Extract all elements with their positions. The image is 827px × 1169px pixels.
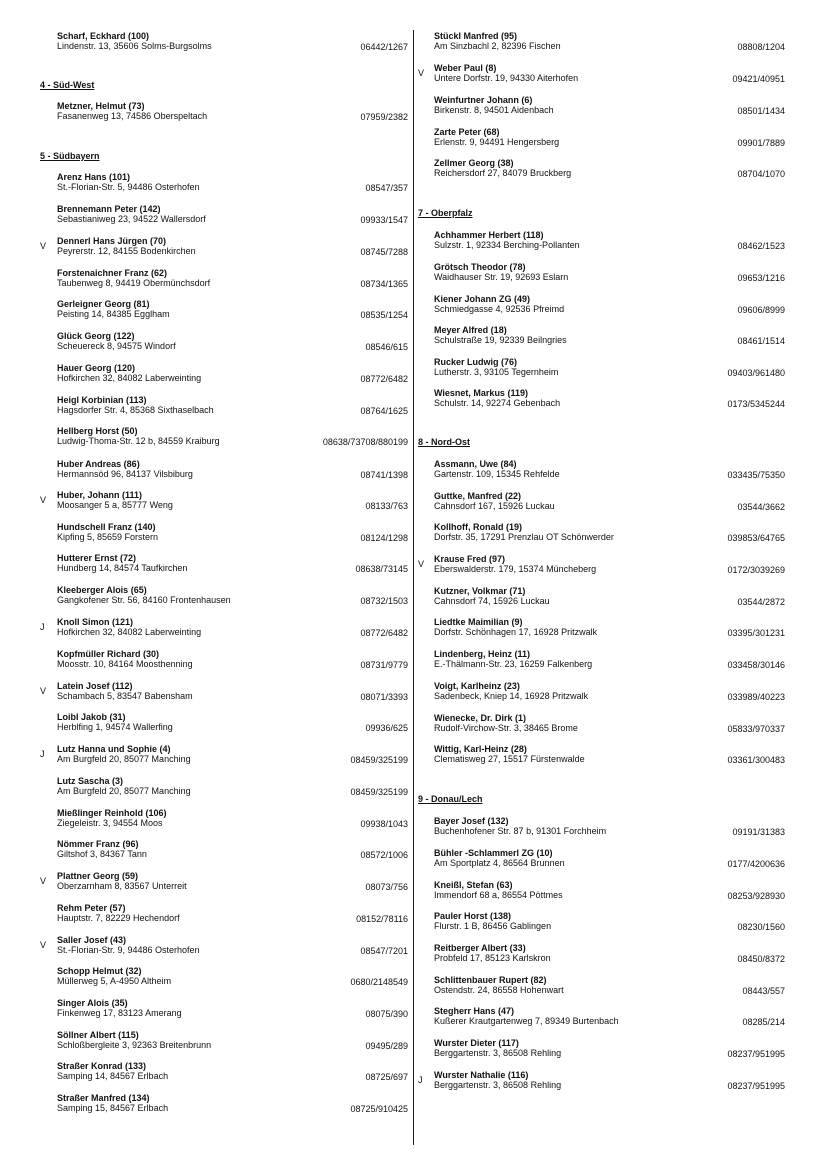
entry-name: Wienecke, Dr. Dirk (1) xyxy=(434,713,526,723)
entry-status-mark: V xyxy=(40,495,47,505)
entry-name: Voigt, Karlheinz (23) xyxy=(434,681,520,691)
entry-name: Hundschell Franz (140) xyxy=(57,522,156,532)
directory-entry xyxy=(57,871,187,891)
entry-address: Berggartenstr. 3, 86508 Rehling xyxy=(434,1048,562,1058)
entry-phone: 07959/2382 xyxy=(360,112,408,122)
entry-name: Forstenaichner Franz (62) xyxy=(57,268,168,278)
entry-name: Liedtke Maimilian (9) xyxy=(434,617,523,627)
entry-address: Kußerer Krautgartenweg 7, 89349 Burtenbach xyxy=(434,1016,619,1026)
entry-address: Untere Dorfstr. 19, 94330 Aiterhofen xyxy=(434,73,579,83)
entry-phone: 08808/1204 xyxy=(737,42,785,52)
entry-phone: 09606/8999 xyxy=(737,305,785,315)
entry-address: Sadenbeck, Kniep 14, 16928 Pritzwalk xyxy=(434,691,589,701)
entry-address: Cahnsdorf 74, 15926 Luckau xyxy=(434,596,550,606)
section-heading: 4 - Süd-West xyxy=(40,80,95,90)
directory-entry xyxy=(57,299,170,319)
entry-name: Schopp Helmut (32) xyxy=(57,966,142,976)
directory-entry xyxy=(57,459,193,479)
entry-name: Grötsch Theodor (78) xyxy=(434,262,526,272)
entry-address: Peyrerstr. 12, 84155 Bodenkirchen xyxy=(57,246,196,256)
entry-status-mark: J xyxy=(40,622,45,632)
entry-address: Schloßbergleite 3, 92363 Breitenbrunn xyxy=(57,1040,212,1050)
entry-phone: 039853/64765 xyxy=(727,533,785,543)
directory-entry xyxy=(57,1030,211,1050)
directory-entry xyxy=(57,426,220,446)
entry-phone: 08075/390 xyxy=(365,1009,408,1019)
directory-entry xyxy=(57,204,206,224)
entry-phone: 09421/40951 xyxy=(732,74,785,84)
entry-name: Gerleigner Georg (81) xyxy=(57,299,150,309)
entry-phone: 08459/325199 xyxy=(350,787,408,797)
entry-status-mark: V xyxy=(40,940,47,950)
entry-address: Eberswalderstr. 179, 15374 Müncheberg xyxy=(434,564,597,574)
directory-entry xyxy=(434,262,568,282)
entry-phone: 08772/6482 xyxy=(360,628,408,638)
entry-address: Taubenweg 8, 94419 Obermünchsdorf xyxy=(57,278,211,288)
entry-phone: 09933/1547 xyxy=(360,215,408,225)
entry-phone: 09191/31383 xyxy=(732,827,785,837)
entry-name: Heigl Korbinian (113) xyxy=(57,395,147,405)
entry-phone: 08443/557 xyxy=(742,986,785,996)
entry-address: Moosstr. 10, 84164 Moosthenning xyxy=(57,659,193,669)
entry-name: Kleeberger Alois (65) xyxy=(57,585,147,595)
entry-status-mark: J xyxy=(418,1075,423,1085)
entry-status-mark: V xyxy=(40,876,47,886)
directory-entry xyxy=(434,744,585,764)
section-heading: 5 - Südbayern xyxy=(40,151,100,161)
entry-phone: 0172/3039269 xyxy=(727,565,785,575)
entry-name: Hellberg Horst (50) xyxy=(57,426,138,436)
entry-name: Huber Andreas (86) xyxy=(57,459,140,469)
directory-entry xyxy=(434,713,578,733)
entry-name: Scharf, Eckhard (100) xyxy=(57,31,150,41)
directory-entry xyxy=(434,617,597,637)
entry-phone: 08725/910425 xyxy=(350,1104,408,1114)
entry-phone: 08731/9779 xyxy=(360,660,408,670)
entry-phone: 03544/3662 xyxy=(737,502,785,512)
entry-phone: 08772/6482 xyxy=(360,374,408,384)
directory-entry xyxy=(57,744,191,764)
directory-entry xyxy=(57,31,212,51)
entry-phone: 08745/7288 xyxy=(360,247,408,257)
entry-address: Clematisweg 27, 15517 Fürstenwalde xyxy=(434,754,585,764)
entry-name: Kollhoff, Ronald (19) xyxy=(434,522,522,532)
entry-name: Kopfmüller Richard (30) xyxy=(57,649,160,659)
directory-entry xyxy=(434,95,554,115)
entry-address: Hagsdorfer Str. 4, 85368 Sixthaselbach xyxy=(57,405,214,415)
directory-entry xyxy=(434,848,565,868)
directory-entry xyxy=(57,553,187,573)
entry-phone: 09901/7889 xyxy=(737,138,785,148)
entry-address: Finkenweg 17, 83123 Amerang xyxy=(57,1008,182,1018)
directory-entry xyxy=(57,808,167,828)
directory-entry xyxy=(434,491,555,511)
entry-address: Waidhauser Str. 19, 92693 Eslarn xyxy=(434,272,569,282)
entry-phone: 05833/970337 xyxy=(727,724,785,734)
entry-address: Cahnsdorf 167, 15926 Luckau xyxy=(434,501,555,511)
entry-address: Buchenhofener Str. 87 b, 91301 Forchheim xyxy=(434,826,607,836)
entry-name: Lindenberg, Heinz (11) xyxy=(434,649,531,659)
entry-phone: 033435/75350 xyxy=(727,470,785,480)
entry-status-mark: V xyxy=(40,686,47,696)
entry-address: Ludwig-Thoma-Str. 12 b, 84559 Kraiburg xyxy=(57,436,220,446)
directory-entry xyxy=(57,935,200,955)
entry-address: Am Sportplatz 4, 86564 Brunnen xyxy=(434,858,565,868)
entry-address: Dorfstr. Schönhagen 17, 16928 Pritzwalk xyxy=(434,627,598,637)
entry-name: Latein Josef (112) xyxy=(57,681,133,691)
entry-phone: 08133/763 xyxy=(365,501,408,511)
directory-entry xyxy=(434,230,580,250)
directory-entry xyxy=(434,294,564,314)
entry-address: Am Burgfeld 20, 85077 Manching xyxy=(57,754,191,764)
entry-name: Pauler Horst (138) xyxy=(434,911,512,921)
directory-entry xyxy=(57,268,210,288)
entry-address: Sulzstr. 1, 92334 Berching-Pollanten xyxy=(434,240,580,250)
entry-phone: 08764/1625 xyxy=(360,406,408,416)
entry-phone: 08124/1298 xyxy=(360,533,408,543)
entry-name: Huber, Johann (111) xyxy=(57,490,143,500)
entry-address: Oberzarnham 8, 83567 Unterreit xyxy=(57,881,187,891)
entry-phone: 03544/2872 xyxy=(737,597,785,607)
entry-name: Mießlinger Reinhold (106) xyxy=(57,808,167,818)
entry-address: Flurstr. 1 B, 86456 Gablingen xyxy=(434,921,552,931)
entry-address: Moosanger 5 a, 85777 Weng xyxy=(57,500,173,510)
entry-name: Hutterer Ernst (72) xyxy=(57,553,137,563)
entry-address: Ostendstr. 24, 86558 Hohenwart xyxy=(434,985,564,995)
entry-name: Kutzner, Volkmar (71) xyxy=(434,586,526,596)
entry-name: Plattner Georg (59) xyxy=(57,871,139,881)
entry-address: Samping 14, 84567 Erlbach xyxy=(57,1071,169,1081)
entry-name: Kiener Johann ZG (49) xyxy=(434,294,531,304)
entry-phone: 08071/3393 xyxy=(360,692,408,702)
directory-entry xyxy=(57,1061,168,1081)
entry-phone: 08237/951995 xyxy=(727,1081,785,1091)
entry-name: Straßer Konrad (133) xyxy=(57,1061,147,1071)
entry-name: Nömmer Franz (96) xyxy=(57,839,139,849)
entry-address: Schmiedgasse 4, 92536 Pfreimd xyxy=(434,304,565,314)
entry-phone: 033989/40223 xyxy=(727,692,785,702)
entry-address: Rudolf-Virchow-Str. 3, 38465 Brome xyxy=(434,723,578,733)
entry-name: Straßer Manfred (134) xyxy=(57,1093,150,1103)
directory-entry xyxy=(57,1093,168,1113)
entry-phone: 08253/928930 xyxy=(727,891,785,901)
entry-address: Müllerweg 5, A-4950 Altheim xyxy=(57,976,172,986)
entry-address: Dorfstr. 35, 17291 Prenzlau OT Schönwerder xyxy=(434,532,614,542)
entry-name: Bayer Josef (132) xyxy=(434,816,509,826)
directory-entry xyxy=(434,681,588,701)
entry-address: Hauptstr. 7, 82229 Hechendorf xyxy=(57,913,180,923)
directory-entry xyxy=(434,586,550,606)
entry-phone: 08734/1365 xyxy=(360,279,408,289)
entry-name: Kneißl, Stefan (63) xyxy=(434,880,513,890)
entry-status-mark: V xyxy=(418,559,425,569)
entry-name: Arenz Hans (101) xyxy=(57,172,131,182)
entry-phone: 06442/1267 xyxy=(360,42,408,52)
directory-entry xyxy=(434,816,606,836)
entry-name: Achhammer Herbert (118) xyxy=(434,230,544,240)
section-heading: 9 - Donau/Lech xyxy=(418,794,483,804)
entry-phone: 08073/756 xyxy=(365,882,408,892)
entry-name: Wittig, Karl-Heinz (28) xyxy=(434,744,527,754)
entry-name: Bühler -Schlammerl ZG (10) xyxy=(434,848,553,858)
entry-phone: 08546/615 xyxy=(365,342,408,352)
entry-name: Rucker Ludwig (76) xyxy=(434,357,518,367)
entry-name: Weber Paul (8) xyxy=(434,63,497,73)
entry-address: Giltshof 3, 84367 Tann xyxy=(57,849,147,859)
directory-entry xyxy=(57,839,147,859)
entry-name: Wurster Dieter (117) xyxy=(434,1038,519,1048)
entry-address: Gangkofener Str. 56, 84160 Frontenhausen xyxy=(57,595,231,605)
directory-entry xyxy=(434,649,592,669)
directory-entry xyxy=(434,522,614,542)
entry-address: St.-Florian-Str. 9, 94486 Osterhofen xyxy=(57,945,200,955)
entry-phone: 08535/1254 xyxy=(360,310,408,320)
directory-entry xyxy=(57,966,171,986)
entry-name: Reitberger Albert (33) xyxy=(434,943,526,953)
entry-address: Hofkirchen 32, 84082 Laberweinting xyxy=(57,627,202,637)
entry-phone: 08459/325199 xyxy=(350,755,408,765)
entry-phone: 03361/300483 xyxy=(727,755,785,765)
entry-address: Gartenstr. 109, 15345 Rehfelde xyxy=(434,469,560,479)
column-divider xyxy=(413,30,414,1145)
entry-name: Rehm Peter (57) xyxy=(57,903,126,913)
entry-phone: 08237/951995 xyxy=(727,1049,785,1059)
directory-entry xyxy=(434,1006,619,1026)
entry-address: Herblfing 1, 94574 Wallerfing xyxy=(57,722,173,732)
directory-entry xyxy=(57,363,201,383)
entry-name: Lutz Sascha (3) xyxy=(57,776,124,786)
entry-name: Söllner Albert (115) xyxy=(57,1030,139,1040)
entry-name: Stückl Manfred (95) xyxy=(434,31,518,41)
entry-address: Samping 15, 84567 Erlbach xyxy=(57,1103,169,1113)
entry-phone: 09936/625 xyxy=(365,723,408,733)
entry-phone: 03395/301231 xyxy=(727,628,785,638)
entry-address: Schulstr. 14, 92274 Gebenbach xyxy=(434,398,561,408)
directory-entry xyxy=(434,1070,561,1090)
directory-entry xyxy=(434,357,558,377)
entry-phone: 08152/78116 xyxy=(356,914,408,924)
entry-phone: 08450/8372 xyxy=(737,954,785,964)
entry-address: Scheuereck 8, 94575 Windorf xyxy=(57,341,176,351)
entry-address: Birkenstr. 8, 94501 Aidenbach xyxy=(434,105,554,115)
entry-name: Meyer Alfred (18) xyxy=(434,325,507,335)
entry-name: Wiesnet, Markus (119) xyxy=(434,388,528,398)
entry-phone: 08725/697 xyxy=(365,1072,408,1082)
directory-entry xyxy=(57,522,158,542)
entry-address: Schambach 5, 83547 Babensham xyxy=(57,691,193,701)
directory-entry xyxy=(57,903,180,923)
entry-phone: 08461/1514 xyxy=(737,336,785,346)
entry-address: Lindenstr. 13, 35606 Solms-Burgsolms xyxy=(57,41,212,51)
entry-address: Hundberg 14, 84574 Taufkirchen xyxy=(57,563,188,573)
directory-entry xyxy=(434,459,560,479)
entry-phone: 0173/5345244 xyxy=(727,399,785,409)
directory-entry xyxy=(57,236,196,256)
entry-name: Saller Josef (43) xyxy=(57,935,127,945)
entry-name: Lutz Hanna und Sophie (4) xyxy=(57,744,171,754)
entry-address: Reichersdorf 27, 84079 Bruckberg xyxy=(434,168,572,178)
entry-name: Krause Fred (97) xyxy=(434,554,506,564)
entry-phone: 09653/1216 xyxy=(737,273,785,283)
directory-entry xyxy=(57,649,193,669)
entry-name: Wurster Nathalie (116) xyxy=(434,1070,529,1080)
entry-phone: 0177/4200636 xyxy=(727,859,785,869)
entry-phone: 0680/2148549 xyxy=(350,977,408,987)
directory-entry xyxy=(434,325,567,345)
directory-entry xyxy=(434,911,551,931)
entry-name: Loibl Jakob (31) xyxy=(57,712,126,722)
entry-phone: 08230/1560 xyxy=(737,922,785,932)
entry-phone: 08501/1434 xyxy=(737,106,785,116)
directory-entry xyxy=(57,776,191,796)
entry-address: Peisting 14, 84385 Egglham xyxy=(57,309,170,319)
directory-entry xyxy=(57,395,214,415)
entry-name: Dennerl Hans Jürgen (70) xyxy=(57,236,167,246)
directory-entry xyxy=(57,585,231,605)
entry-name: Hauer Georg (120) xyxy=(57,363,136,373)
entry-address: Am Sinzbachl 2, 82396 Fischen xyxy=(434,41,561,51)
directory-entry xyxy=(434,158,571,178)
entry-address: Sebastianiweg 23, 94522 Wallersdorf xyxy=(57,214,206,224)
entry-phone: 08572/1006 xyxy=(360,850,408,860)
directory-entry xyxy=(434,554,596,574)
entry-name: Brennemann Peter (142) xyxy=(57,204,161,214)
entry-status-mark: V xyxy=(40,241,47,251)
entry-phone: 08741/1398 xyxy=(360,470,408,480)
directory-entry xyxy=(57,712,173,732)
entry-phone: 08547/7201 xyxy=(360,946,408,956)
entry-name: Zellmer Georg (38) xyxy=(434,158,514,168)
entry-address: Am Burgfeld 20, 85077 Manching xyxy=(57,786,191,796)
entry-phone: 033458/30146 xyxy=(727,660,785,670)
entry-address: Berggartenstr. 3, 86508 Rehling xyxy=(434,1080,562,1090)
entry-phone: 08732/1503 xyxy=(360,596,408,606)
entry-name: Zarte Peter (68) xyxy=(434,127,500,137)
entry-status-mark: J xyxy=(40,749,45,759)
entry-phone: 08638/73708/880199 xyxy=(322,437,408,447)
directory-entry xyxy=(57,490,173,510)
entry-name: Schlittenbauer Rupert (82) xyxy=(434,975,547,985)
entry-address: Schulstraße 19, 92339 Beilngries xyxy=(434,335,567,345)
entry-phone: 08547/357 xyxy=(365,183,408,193)
entry-phone: 09403/961480 xyxy=(727,368,785,378)
entry-address: Ziegeleistr. 3, 94554 Moos xyxy=(57,818,163,828)
directory-entry xyxy=(57,331,176,351)
entry-name: Assmann, Uwe (84) xyxy=(434,459,517,469)
entry-address: Fasanenweg 13, 74586 Oberspeltach xyxy=(57,111,208,121)
entry-name: Weinfurtner Johann (6) xyxy=(434,95,533,105)
directory-entry xyxy=(434,975,564,995)
directory-entry xyxy=(57,172,200,192)
entry-address: Hofkirchen 32, 84082 Laberweinting xyxy=(57,373,202,383)
entry-name: Glück Georg (122) xyxy=(57,331,135,341)
entry-address: St.-Florian-Str. 5, 94486 Osterhofen xyxy=(57,182,200,192)
entry-address: Kipfing 5, 85659 Forstern xyxy=(57,532,159,542)
entry-phone: 08285/214 xyxy=(742,1017,785,1027)
entry-name: Stegherr Hans (47) xyxy=(434,1006,515,1016)
entry-phone: 08704/1070 xyxy=(737,169,785,179)
entry-name: Knoll Simon (121) xyxy=(57,617,134,627)
entry-phone: 09495/289 xyxy=(365,1041,408,1051)
entry-address: Immendorf 68 a, 86554 Pöttmes xyxy=(434,890,563,900)
entry-address: Hermannsöd 96, 84137 Vilsbiburg xyxy=(57,469,193,479)
directory-entry xyxy=(434,388,560,408)
entry-name: Metzner, Helmut (73) xyxy=(57,101,145,111)
entry-status-mark: V xyxy=(418,68,425,78)
directory-entry xyxy=(57,998,182,1018)
directory-entry xyxy=(57,617,201,637)
section-heading: 7 - Oberpfalz xyxy=(418,208,473,218)
directory-entry xyxy=(434,63,578,83)
directory-entry xyxy=(57,101,207,121)
entry-address: E.-Thälmann-Str. 23, 16259 Falkenberg xyxy=(434,659,593,669)
directory-entry xyxy=(57,681,193,701)
directory-entry xyxy=(434,1038,561,1058)
entry-name: Guttke, Manfred (22) xyxy=(434,491,522,501)
directory-entry xyxy=(434,943,551,963)
entry-address: Probfeld 17, 85123 Karlskron xyxy=(434,953,551,963)
entry-address: Erlenstr. 9, 94491 Hengersberg xyxy=(434,137,560,147)
entry-phone: 08638/73145 xyxy=(355,564,408,574)
directory-entry xyxy=(434,127,559,147)
section-heading: 8 - Nord-Ost xyxy=(418,437,471,447)
entry-phone: 09938/1043 xyxy=(360,819,408,829)
entry-phone: 08462/1523 xyxy=(737,241,785,251)
entry-name: Singer Alois (35) xyxy=(57,998,128,1008)
directory-entry xyxy=(434,31,561,51)
entry-address: Lutherstr. 3, 93105 Tegernheim xyxy=(434,367,559,377)
directory-entry xyxy=(434,880,563,900)
